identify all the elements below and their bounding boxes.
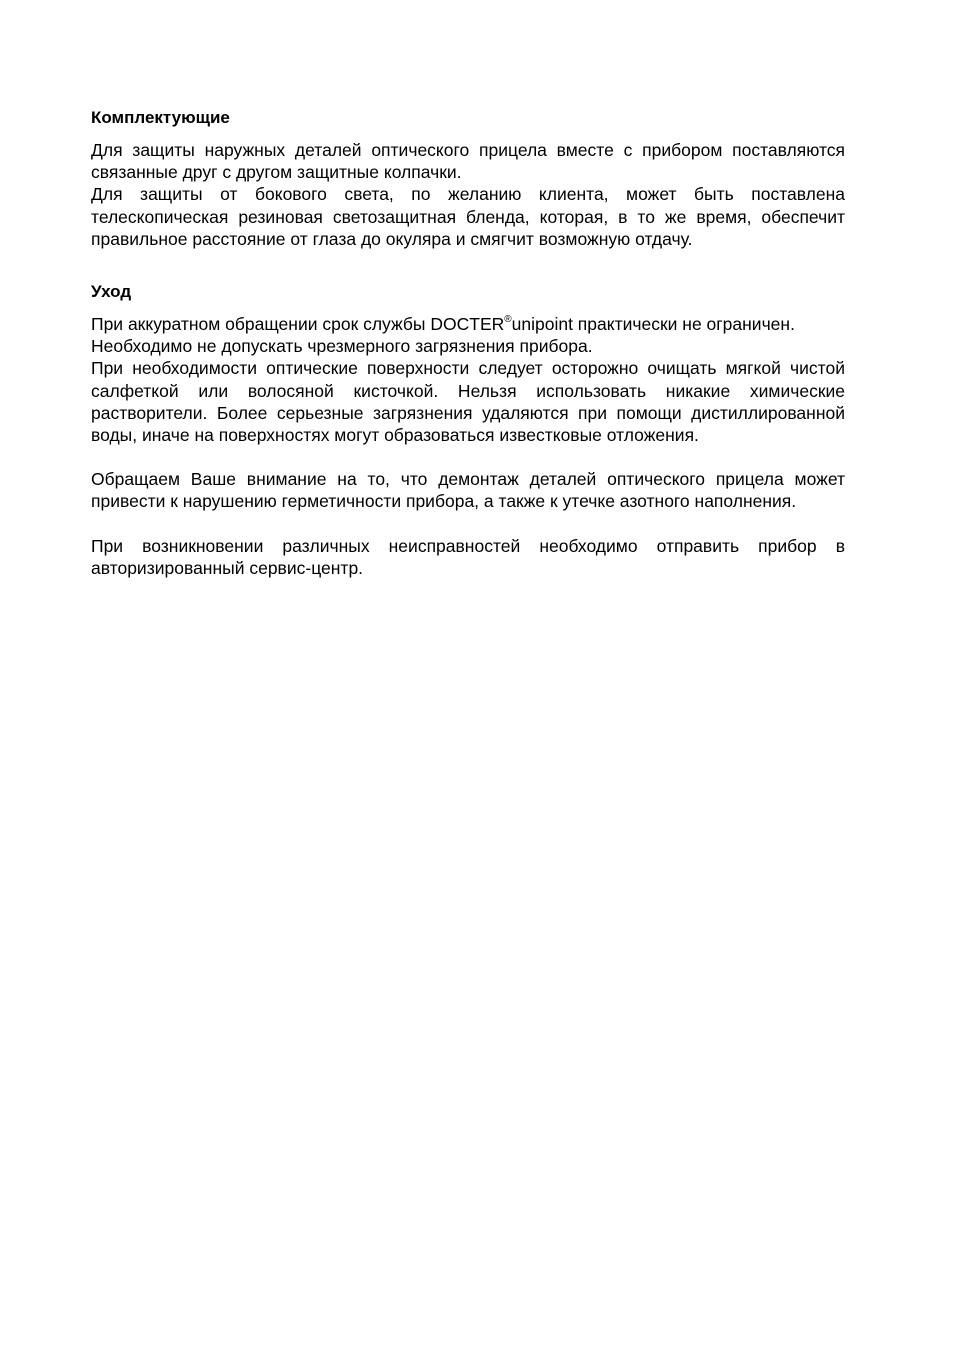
paragraph-hood: Для защиты от бокового света, по желанию клиента, может быть поставлена телескопическая резиновая светозащитная бленда, которая, в то же время, обеспечит правильное расстояние от глаза до окуляра и смягчит возможную отдачу. [91,184,845,249]
paragraph-service-center: При возникновении различных неисправностей необходимо отправить прибор в авторизированный сервис-центр. [91,535,845,578]
section-spacer [91,250,845,281]
paragraph-caps: Для защиты наружных деталей оптического прицела вместе с прибором поставляются связанные друг с другом защитные колпачки. [91,140,845,183]
paragraph-disassembly-warning: Обращаем Ваше внимание на то, что демонтаж деталей оптического прицела может привести к нарушению герметичности прибора, а также к утечке азотного наполнения. [91,469,845,512]
paragraph-spacer [91,446,845,468]
paragraph-service-life [91,313,845,335]
service-life-text-before: При аккуратном обращении срок службы DOCTER [91,314,505,335]
section-heading-care: Уход [91,282,132,302]
paragraph-cleaning: При необходимости оптические поверхности следует осторожно очищать мягкой чистой салфеткой или волосяной кисточкой. Нельзя использовать никакие химические растворители. Более серьезные загрязнения удаляются при помощи дистиллированной воды, иначе на поверхностях могут образоваться известковые отложения. [91,358,845,446]
section-heading-components: Комплектующие [91,108,230,127]
paragraph-spacer [91,513,845,535]
document-page [91,107,845,579]
section-components [91,107,845,250]
paragraph-avoid-dirt: Необходимо не допускать чрезмерного загрязнения прибора. [91,336,593,357]
service-life-text-after: unipoint практически не ограничен. [511,314,795,335]
section-care [91,281,845,579]
registered-mark: ® [504,314,512,326]
